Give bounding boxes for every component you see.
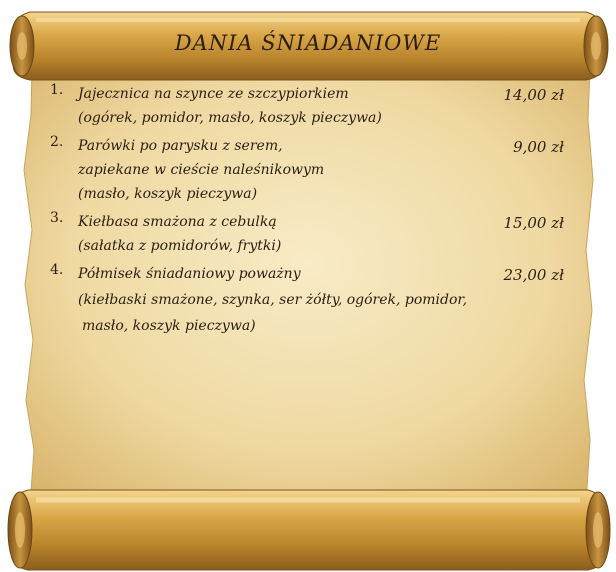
item-price: 23,00 zł — [503, 266, 564, 284]
item-price: 14,00 zł — [503, 86, 564, 104]
item-name: Parówki po parysku z serem, — [78, 138, 283, 154]
item-details: (masło, koszyk pieczywa) — [78, 186, 258, 202]
item-details: zapiekane w cieście naleśnikowym — [78, 162, 325, 178]
item-price: 15,00 zł — [503, 214, 564, 232]
item-number: 1. — [50, 82, 64, 98]
item-details: (kiełbaski smażone, szynka, ser żółty, ogórek, pomidor, — [78, 292, 468, 308]
item-price: 9,00 zł — [513, 138, 564, 156]
item-name: Kiełbasa smażona z cebulką — [78, 214, 277, 230]
item-name: Półmisek śniadaniowy poważny — [78, 266, 301, 282]
item-details: masło, koszyk pieczywa) — [82, 318, 256, 334]
item-name: Jajecznica na szynce ze szczypiorkiem — [78, 86, 349, 102]
item-number: 4. — [50, 262, 64, 278]
menu-title: DANIA ŚNIADANIOWE — [174, 31, 442, 55]
item-details: (ogórek, pomidor, masło, koszyk pieczywa) — [78, 110, 382, 126]
item-details: (sałatka z pomidorów, frytki) — [78, 238, 282, 254]
item-number: 2. — [50, 134, 64, 150]
item-number: 3. — [50, 210, 64, 226]
